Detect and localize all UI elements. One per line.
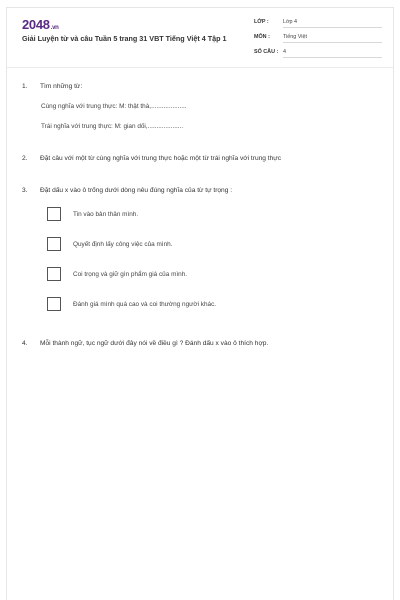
answer-checkbox[interactable] [47, 267, 61, 281]
answer-option-text: Tin vào bản thân mình. [73, 211, 139, 218]
question-number: 3. [22, 187, 28, 194]
meta-question-count [254, 49, 382, 61]
worksheet-page [6, 7, 394, 600]
question-1-sub-1: Cùng nghĩa với trung thực: M: thật thà,.................... [41, 103, 187, 110]
answer-option-text: Coi trọng và giữ gìn phẩm giá của mình. [73, 271, 188, 278]
question-text: Tìm những từ: [40, 83, 83, 90]
question-text: Đặt dấu x vào ô trống dưới dòng nêu đúng nghĩa của từ tự trọng : [40, 187, 233, 194]
answer-checkbox[interactable] [47, 207, 61, 221]
question-1-sub-2: Trái nghĩa với trung thực: M: gian dối,.................... [41, 123, 184, 130]
question-number: 1. [22, 83, 28, 90]
answer-option-4 [47, 297, 367, 313]
meta-grade-label: LỚP : [254, 19, 269, 25]
answer-checkbox[interactable] [47, 237, 61, 251]
question-text: Mỗi thành ngữ, tục ngữ dưới đây nói về điều gì ? Đánh dấu x vào ô thích hợp. [40, 340, 269, 347]
answer-option-2 [47, 237, 367, 253]
meta-count-value: 4 [283, 49, 382, 58]
meta-subject-value: Tiếng Việt [283, 34, 382, 43]
question-number: 4. [22, 340, 28, 347]
site-logo[interactable] [22, 17, 59, 32]
answer-checkbox[interactable] [47, 297, 61, 311]
meta-subject-label: MÔN : [254, 34, 270, 40]
meta-subject [254, 34, 382, 46]
logo-text: 2048 [22, 17, 50, 32]
meta-grade-value: Lớp 4 [283, 19, 382, 28]
logo-domain: .vn [50, 25, 59, 31]
header-divider [7, 67, 393, 68]
meta-grade [254, 19, 382, 31]
answer-option-3 [47, 267, 367, 283]
answer-option-text: Đánh giá mình quá cao và coi thường người khác. [73, 301, 217, 308]
question-number: 2. [22, 155, 28, 162]
worksheet-header [7, 8, 393, 66]
document-title: Giải Luyện từ và câu Tuần 5 trang 31 VBT Tiếng Việt 4 Tập 1 [22, 34, 227, 43]
question-text: Đặt câu với một từ cùng nghĩa với trung thực hoặc một từ trái nghĩa với trung thực [40, 155, 282, 162]
meta-count-label: SỐ CÂU : [254, 49, 279, 55]
answer-option-text: Quyết định lấy công việc của mình. [73, 241, 173, 248]
answer-option-1 [47, 207, 367, 223]
